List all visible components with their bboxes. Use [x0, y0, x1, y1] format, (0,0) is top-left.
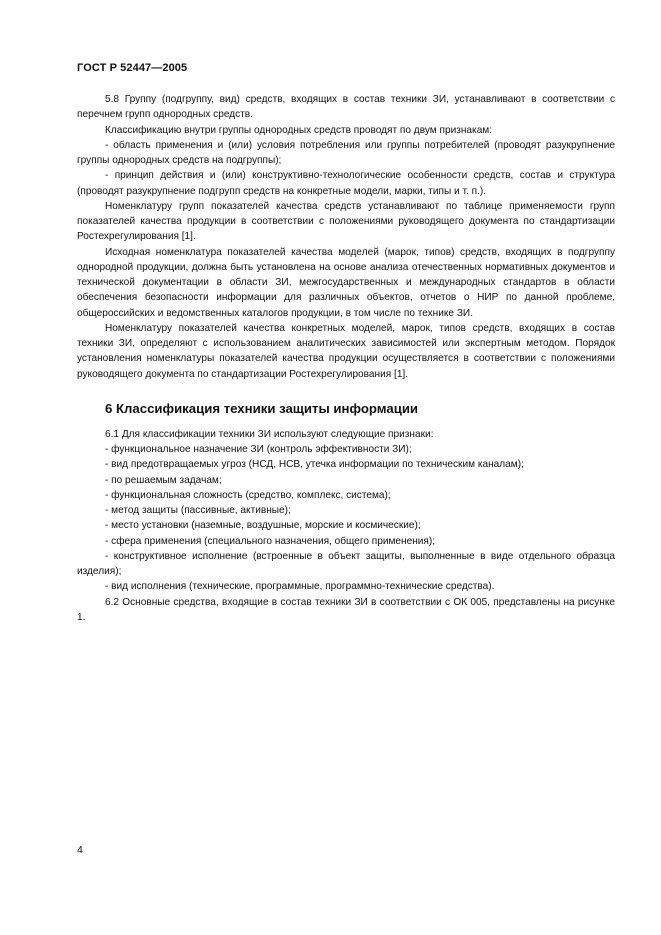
list-item-threat-type: - вид предотвращаемых угроз (НСД, НСВ, утечка информации по техническим каналам);	[105, 459, 524, 471]
paragraph-6-2: 6.2 Основные средства, входящие в состав техники ЗИ в соответствии с ОК 005, представлены на рисунке 1.	[77, 596, 615, 623]
list-item-installation-place: - место установки (наземные, воздушные, морские и космические);	[105, 520, 421, 532]
paragraph-classification-intro: Классификацию внутри группы однородных средств проводят по двум признакам:	[105, 124, 493, 136]
list-item-functional-purpose: - функциональное назначение ЗИ (контроль эффективности ЗИ);	[105, 444, 412, 455]
paragraph-initial-nomenclature: Исходная номенклатура показателей качества моделей (марок, типов) средств, входящих в подгруппу однородной продукции, должна быть установлена на основе анализа отечественных нормативных документов и технической документации в области ЗИ, межгосударственных и международных стандартов в области обеспечения безопасности информации для различных объектов, отчетов о НИР по данной проблеме, общероссийских и ведомственных каталогов продукции, в том числе по технике ЗИ.	[77, 246, 615, 319]
page-number: 4	[77, 844, 83, 856]
list-item-protection-method: - метод защиты (пассивные, активные);	[105, 505, 291, 516]
list-item-functional-complexity: - функциональная сложность (средство, комплекс, система);	[105, 489, 391, 501]
section-6-heading: 6 Классификация техники защиты информации	[105, 400, 419, 416]
list-item-operating-principle: - принцип действия и (или) конструктивно-технологические особенности средств, состав и структура (проводят разукрупнение подгрупп средств на конкретные модели, марки, типы и т. п.).	[77, 170, 615, 197]
list-item-execution-type: - вид исполнения (технические, программные, программно-технические средства).	[105, 581, 495, 593]
paragraph-5-8: 5.8 Группу (подгруппу, вид) средств, входящих в состав техники ЗИ, устанавливают в соответствии с перечнем групп однородных средств.	[77, 94, 615, 121]
standard-id-header: ГОСТ Р 52447—2005	[77, 62, 188, 74]
paragraph-6-1: 6.1 Для классификации техники ЗИ используют следующие признаки:	[105, 428, 434, 440]
list-item-design: - конструктивное исполнение (встроенные в объект защиты, выполненные в виде отдельного образца изделия);	[77, 550, 615, 577]
list-item-application-sphere: - сфера применения (специального назначения, общего применения);	[105, 535, 436, 547]
paragraph-specific-models: Номенклатуру показателей качества конкретных моделей, марок, типов средств, входящих в состав техники ЗИ, определяют с использованием аналитических зависимостей или экспертным методом. Порядок установления номенклатуры показателей качества продукции осуществляется в соответствии с положениями руководящего документа по стандартизации Ростехрегулирования [1].	[77, 322, 615, 380]
paragraph-quality-groups: Номенклатуру групп показателей качества средств устанавливают по таблице применяемости групп показателей качества продукции в соответствии с положениями руководящего документа по стандартизации Ростехрегулирования [1].	[77, 200, 615, 243]
list-item-application-area: - область применения и (или) условия потребления или группы потребителей (проводят разукрупнение группы однородных средств на подгруппы);	[77, 139, 615, 166]
list-item-tasks: - по решаемым задачам;	[105, 474, 222, 486]
page-body	[77, 92, 615, 625]
